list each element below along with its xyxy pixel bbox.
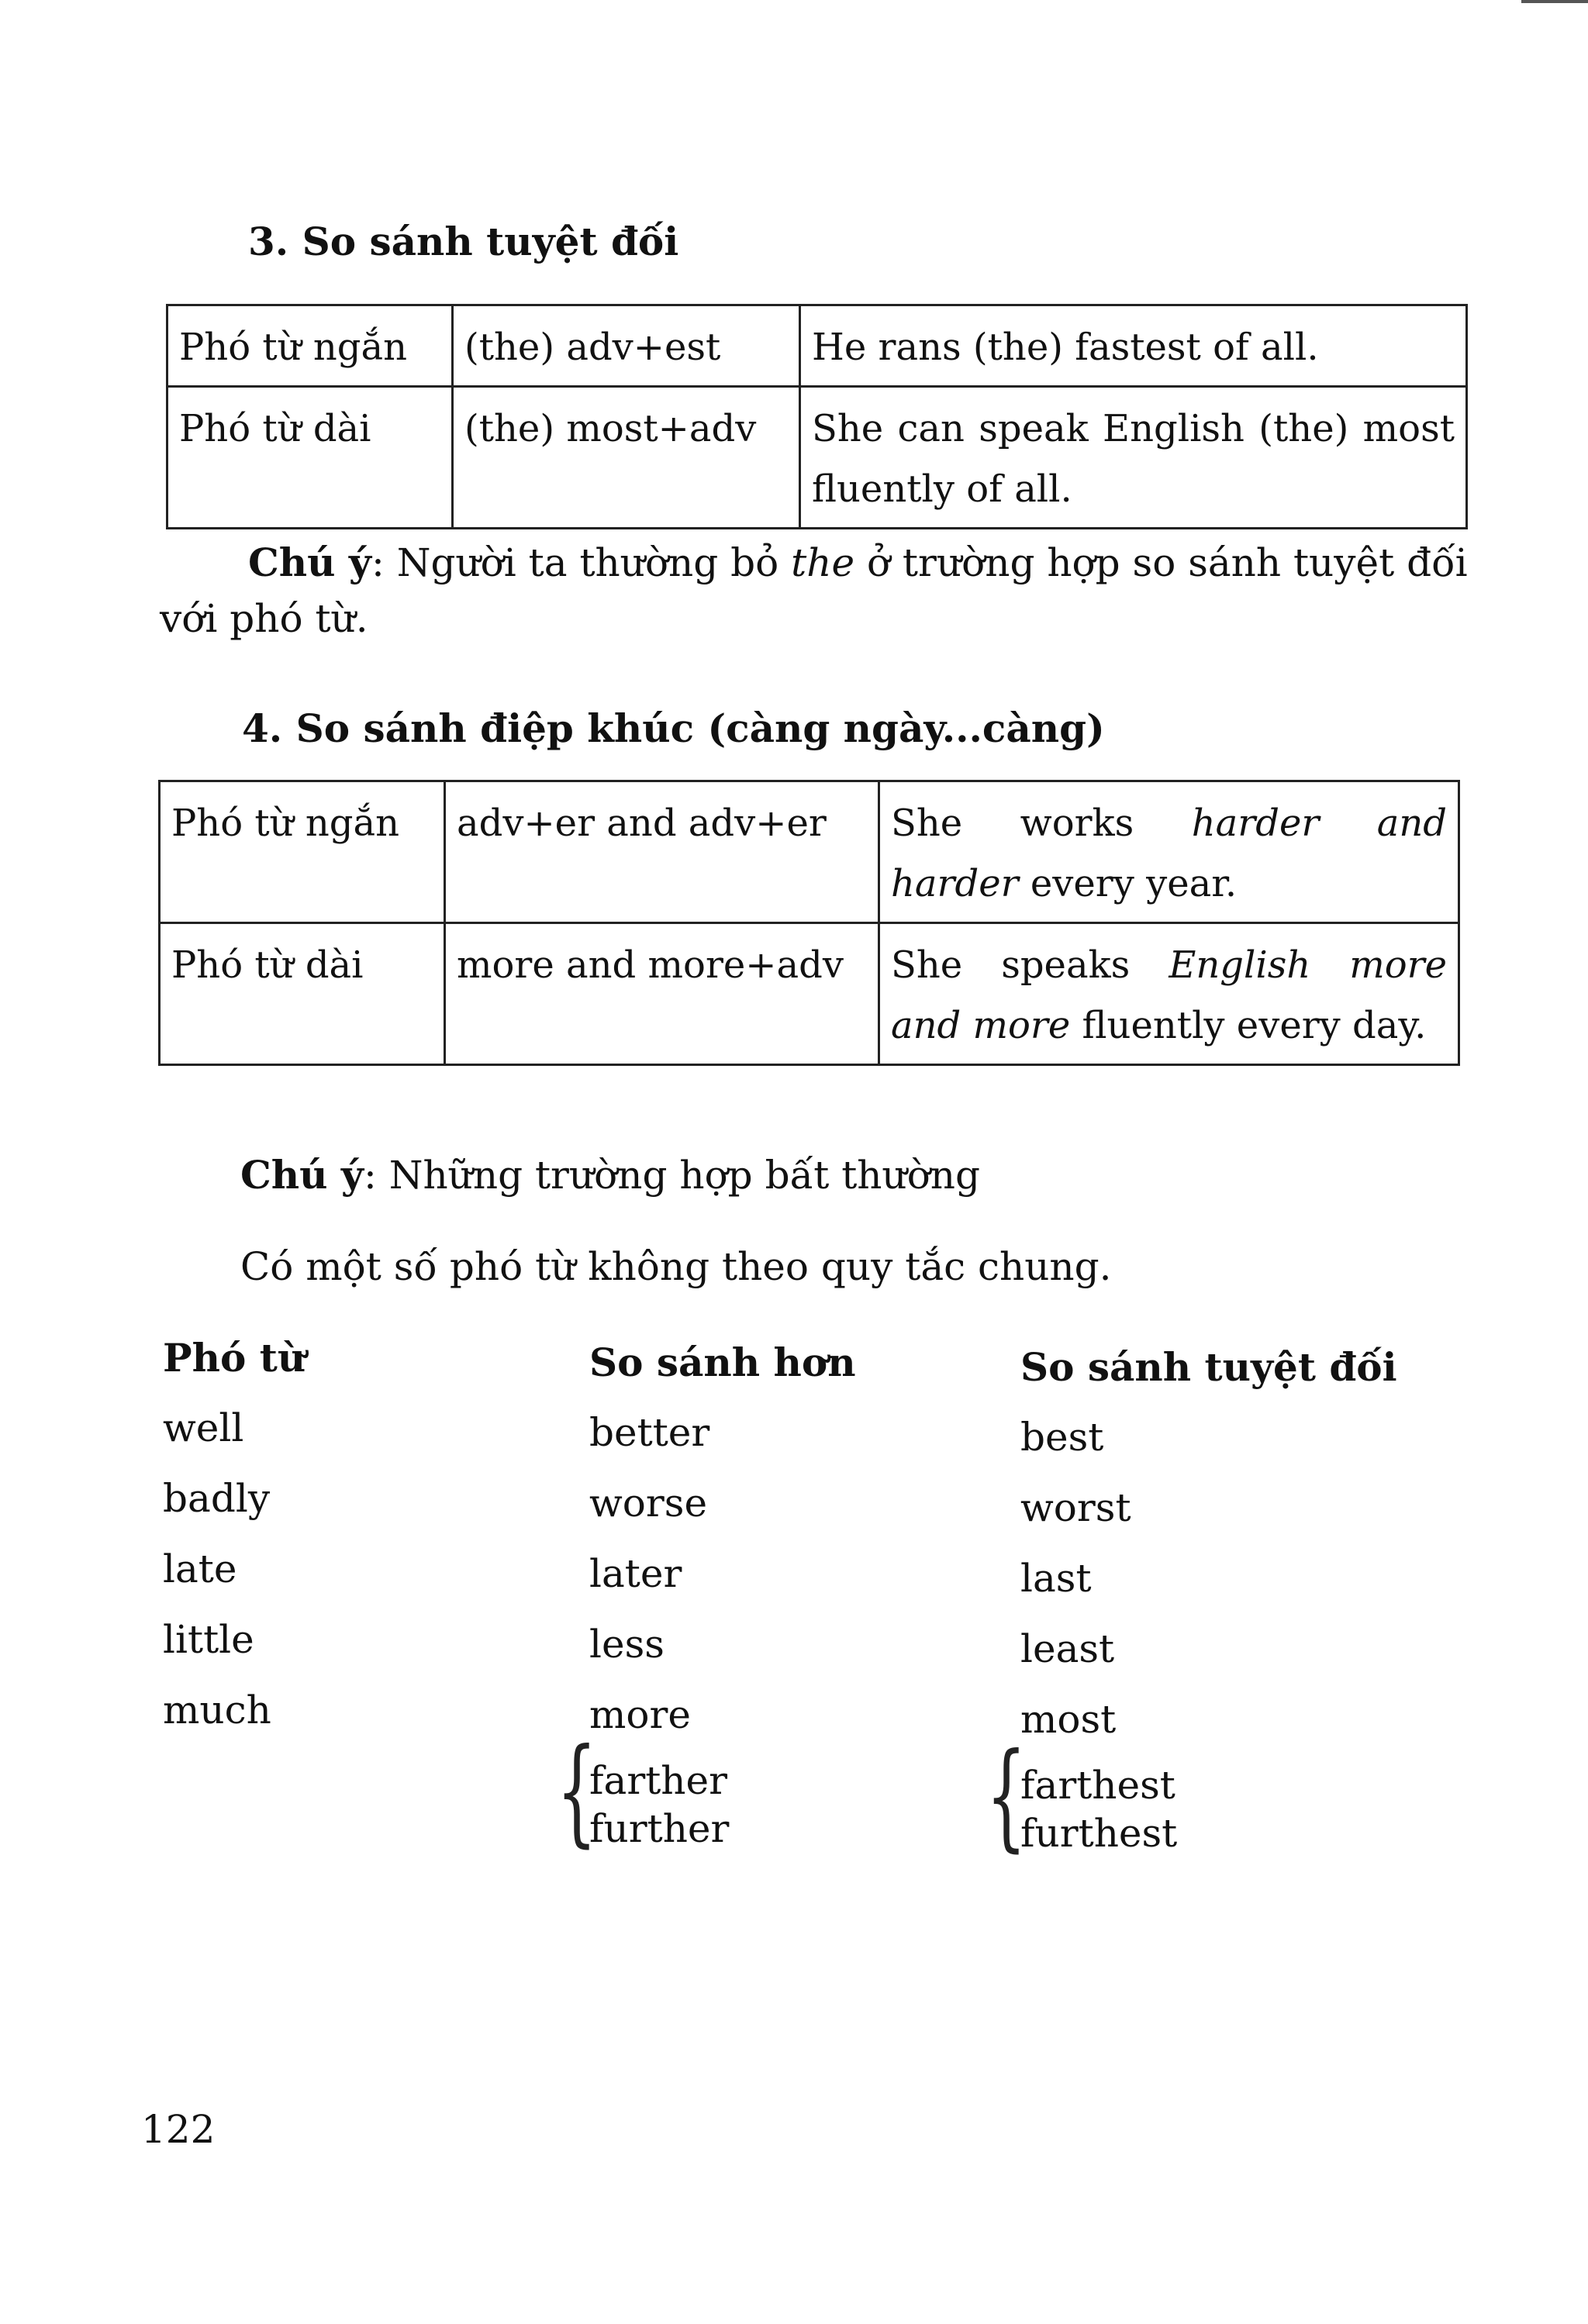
top-edge-mark [1521,0,1588,3]
column-header: So sánh tuyệt đối [1020,1344,1397,1390]
list-item: later [589,1551,682,1596]
table-cell-example: She works harder and harder every year. [879,781,1459,923]
list-item: less [589,1622,665,1667]
table-row [167,305,1467,387]
note-text: : Người ta thường bỏ [371,540,792,585]
list-item: much [163,1688,271,1733]
list-item: late [163,1546,237,1591]
note-label: Chú ý [248,540,371,585]
list-item: least [1020,1626,1115,1671]
section-3-note-line2: với phó từ. [160,596,368,641]
section-3-title: 3. So sánh tuyệt đối [248,219,679,264]
table-cell-type: Phó từ dài [160,923,445,1065]
section-4-note [240,1147,980,1203]
table-cell-example: He rans (the) fastest of all. [800,305,1467,387]
brace-icon: { [556,1724,597,1859]
table-cell-type: Phó từ ngắn [160,781,445,923]
list-item: worse [589,1481,708,1526]
list-item: more [589,1692,692,1737]
column-header: Phó từ [163,1335,306,1381]
section-4-intro: Có một số phó từ không theo quy tắc chung. [240,1244,1112,1289]
table-cell-type: Phó từ ngắn [167,305,453,387]
section-4-title: 4. So sánh điệp khúc (càng ngày...càng) [242,705,1105,751]
note-italic-the: the [791,540,855,585]
list-item: worst [1020,1485,1131,1530]
note-label: Chú ý [240,1152,364,1198]
brace-icon: { [986,1729,1027,1864]
note-text: : Những trường hợp bất thường [363,1153,981,1198]
table-row [167,387,1467,529]
adverb-column [163,1322,306,1746]
progressive-table [158,780,1460,1066]
list-item: well [163,1405,244,1450]
list-item: farthest [1020,1763,1175,1808]
table-cell-example: She speaks English more and more fluently every day. [879,923,1459,1065]
list-item: last [1020,1556,1092,1601]
list-item: little [163,1617,254,1662]
note-text-end: ở trường hợp so sánh tuyệt đối [854,540,1468,585]
table-cell-example: She can speak English (the) most fluently of all. [800,387,1467,529]
list-item: best [1020,1415,1104,1460]
list-item: farther [589,1758,728,1803]
list-item: most [1020,1697,1117,1742]
table-cell-form: adv+er and adv+er [445,781,879,923]
list-item: further [589,1806,730,1851]
list-item: badly [163,1476,271,1521]
page-number: 122 [141,2107,216,2152]
list-item: furthest [1020,1811,1178,1856]
table-cell-form: (the) adv+est [453,305,800,387]
section-3-note [248,535,1468,591]
comparative-column [589,1327,856,1853]
superlative-column [1020,1332,1397,1857]
table-row [160,781,1459,923]
table-cell-form: more and more+adv [445,923,879,1065]
table-cell-type: Phó từ dài [167,387,453,529]
column-header: So sánh hơn [589,1340,856,1385]
table-row [160,923,1459,1065]
list-item: better [589,1410,710,1455]
table-cell-form: (the) most+adv [453,387,800,529]
superlative-table [166,304,1468,529]
